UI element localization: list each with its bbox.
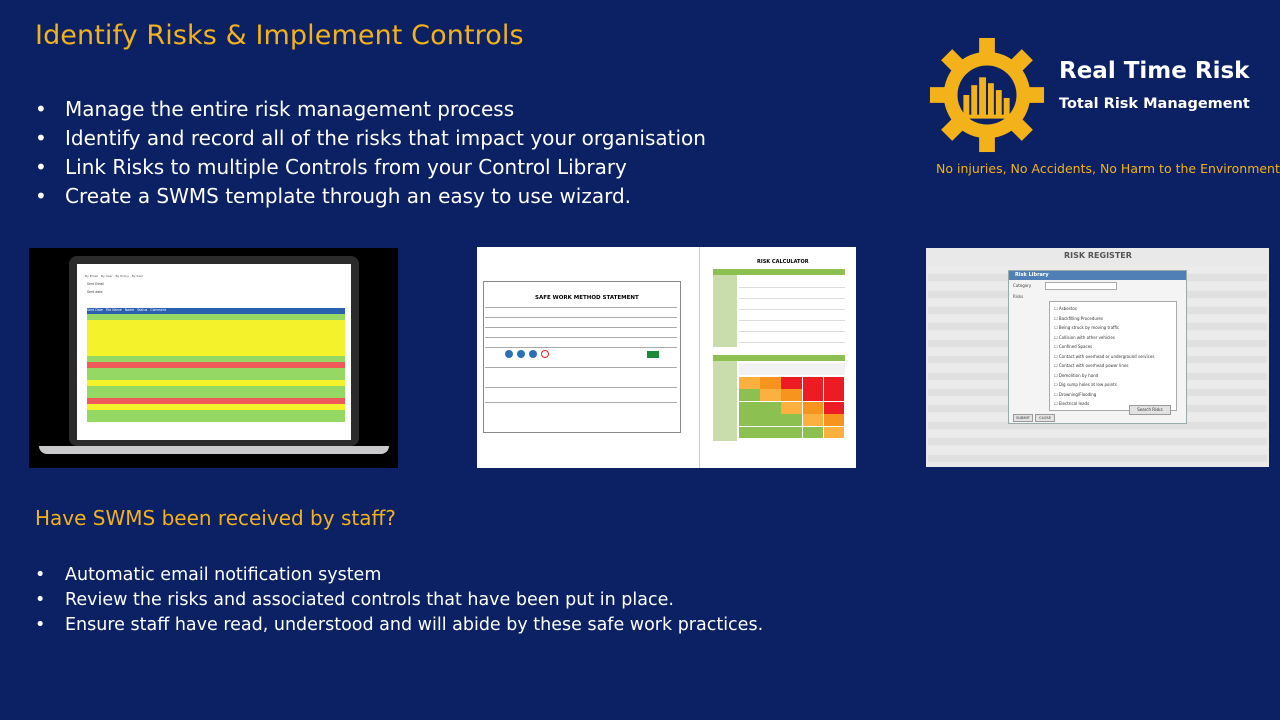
matrix-cell [739,377,760,389]
risk-library-item[interactable]: ☐ Collision with other vehicles [1054,334,1115,340]
matrix-cell [824,389,845,401]
dialog-title: Risk Library [1009,271,1186,280]
matrix-cell [760,414,781,426]
risk-library-item[interactable]: ☐ Dig sump holes at low points [1054,382,1117,387]
register-row [928,438,1267,445]
close-button[interactable]: CLOSE [1035,414,1055,422]
matrix-cell [760,377,781,389]
matrix-cell [824,414,845,426]
page-title: Identify Risks & Implement Controls [35,20,524,51]
matrix-cell [739,414,760,426]
matrix-cell [803,402,824,414]
register-row [928,446,1267,453]
list-item: • Review the risks and associated controls that have been put in place. [35,588,763,613]
list-item: • Manage the entire risk management process [35,95,706,124]
matrix-cell [803,377,824,389]
swms-screenshot [477,247,856,468]
matrix-cell [824,402,845,414]
list-item: • Link Risks to multiple Controls from your Control Library [35,153,706,182]
register-title: RISK REGISTER [1064,251,1132,260]
matrix-cell [781,427,802,439]
matrix-cell [760,389,781,401]
list-item: • Create a SWMS template through an easy to use wizard. [35,182,706,211]
matrix-cell [781,414,802,426]
risk-library-item[interactable]: ☐ Asbestos [1054,306,1077,311]
brand-tagline: Total Risk Management [1059,96,1250,112]
laptop-screenshot: By Email By User By Policy By Item Sent Email Sent date Sent Date File Name Name Status Comment [29,248,398,468]
risk-library-item[interactable]: ☐ Demolition by hand [1054,372,1099,378]
matrix-cell [760,427,781,439]
matrix-cell [781,377,802,389]
risk-register-screenshot [926,248,1269,467]
brand-slogan: No injuries, No Accidents, No Harm to the Environment [936,161,1280,176]
matrix-cell [803,414,824,426]
brand-name: Real Time Risk [1059,58,1250,84]
risk-library-item[interactable]: ☐ Backfilling Procedures [1054,315,1103,321]
notification-list [35,563,763,638]
matrix-cell [781,402,802,414]
risk-library-item[interactable]: ☐ Being struck by moving traffic [1054,325,1120,330]
risk-library-item[interactable]: ☐ Drowning/Flooding [1054,391,1097,397]
matrix-cell [803,427,824,439]
list-item: • Automatic email notification system [35,563,763,588]
risk-library-dialog: Risk Library Category Risks ☐ Asbestos ☐ Backfilling Procedures ☐ Being struck by moving traffic ☐ Collision with other vehicles ☐ Confined Spaces ☐ Contact with overhead or underground services ☐ Contact with overhead power lines ☐ Demolition by hand ☐ Dig sump holes at low points ☐ Drowning/Flooding ☐ Electrical leads Search Risks SUBMIT CLOSE [1008,270,1187,424]
submit-button[interactable]: SUBMIT [1013,414,1033,422]
register-row [928,430,1267,437]
section-subtitle: Have SWMS been received by staff? [35,506,396,530]
risk-library-item[interactable]: ☐ Confined Spaces [1054,344,1093,349]
search-risks-button[interactable]: Search Risks [1129,405,1171,415]
list-item: • Ensure staff have read, understood and will abide by these safe work practices. [35,613,763,638]
matrix-cell [824,427,845,439]
matrix-cell [739,427,760,439]
register-row [928,455,1267,462]
matrix-cell [824,377,845,389]
risk-calculator-title: RISK CALCULATOR [757,259,809,265]
matrix-cell [760,402,781,414]
swms-doc-title: SAFE WORK METHOD STATEMENT [535,295,639,301]
risk-library-item[interactable]: ☐ Contact with overhead power lines [1054,363,1129,368]
feature-list [35,95,706,211]
matrix-cell [739,389,760,401]
risk-library-item[interactable]: ☐ Electrical leads [1054,401,1090,406]
matrix-cell [803,389,824,401]
matrix-cell [739,402,760,414]
matrix-cell [781,389,802,401]
risk-library-item[interactable]: ☐ Contact with overhead or underground services [1054,353,1155,359]
gear-city-icon [928,36,1046,154]
list-item: • Identify and record all of the risks that impact your organisation [35,124,706,153]
